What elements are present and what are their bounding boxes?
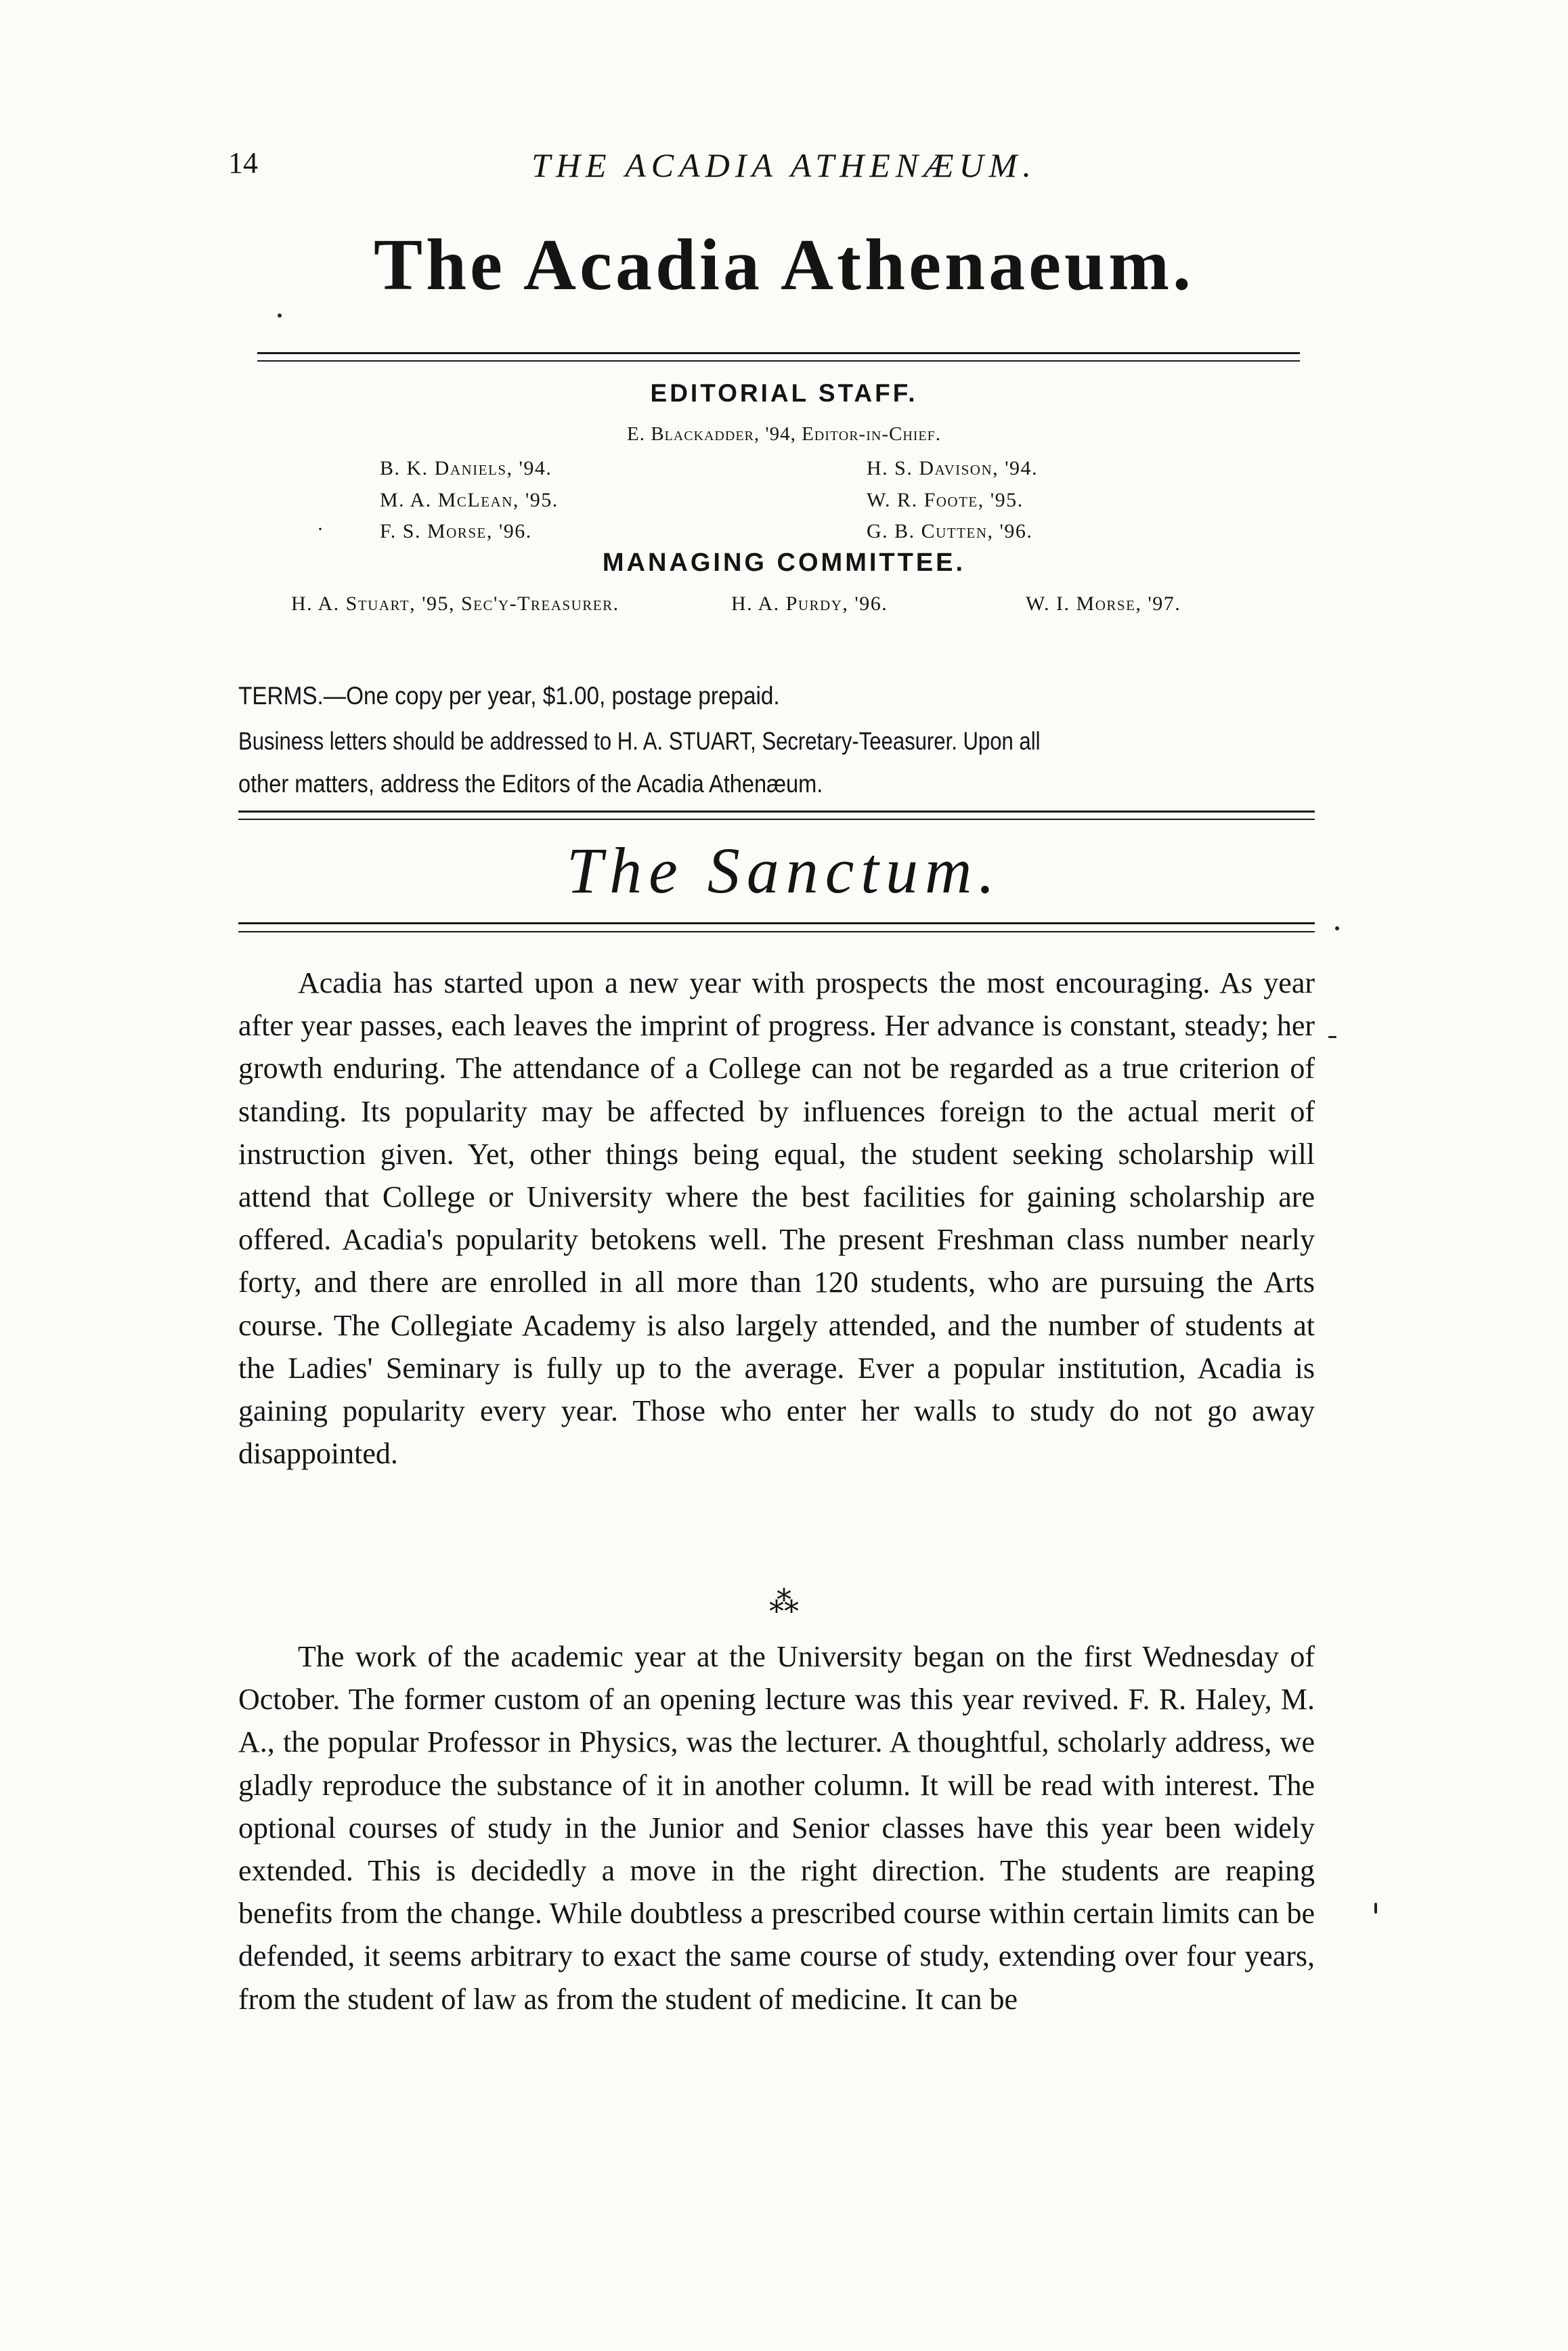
stray-mark [278,314,282,318]
committee-member-1: H. A. Stuart, '95, Sec'y-Treasurer. [291,592,619,615]
editorial-staff-heading: EDITORIAL STAFF. [650,379,918,407]
other-matters-line: other matters, address the Editors of the Acadia Athenæum. [238,770,823,798]
page-number: 14 [228,146,258,179]
editor-in-chief: E. Blackadder, '94, Editor-in-Chief. [626,423,942,445]
terms-rule-bottom [238,819,1315,820]
committee-member-2: H. A. Purdy, '96. [731,592,888,615]
sanctum-rule-top [238,922,1315,924]
staff-right-3: G. B. Cutten, '96. [867,520,1033,542]
staff-right-2: W. R. Foote, '95. [867,489,1024,511]
staff-left-2: M. A. McLean, '95. [380,489,559,511]
business-letters-line: Business letters should be addressed to H. A. STUART, Secretary-Teeasurer. Upon all [238,727,1041,755]
committee-member-3: W. I. Morse, '97. [1026,592,1181,615]
margin-mark: · [317,518,324,540]
sanctum-paragraph-1: Acadia has started upon a new year with prospects the most encouraging. As year after year passes, each leaves the imprint of progress. Her advance is constant, steady; her growth enduring. The attendance of a College can not be regarded as a true criterion of standing. Its popularity may be affected by influences foreign to the actual merit of instruction given. Yet, other things being equal, the student seeking scholarship will attend that College or University where the best facilities for gaining scholarship are offered. Acadia's popularity betokens well. The present Freshman class number nearly forty, and there are enrolled in all more than 120 students, who are pursuing the Arts course. The Collegiate Academy is also largely attended, and the number of students at the Ladies' Seminary is fully up to the average. Ever a popular institution, Acadia is gaining popularity every year. Those who enter her walls to study do not go away disappointed. [238,966,1315,1471]
staff-left-1: B. K. Daniels, '94. [380,457,552,479]
running-title: THE ACADIA ATHENÆUM. [531,146,1037,184]
managing-committee-heading: MANAGING COMMITTEE. [602,548,966,577]
terms-line: TERMS.—One copy per year, $1.00, postage prepaid. [238,682,780,710]
terms-rule-top [238,811,1315,813]
stray-mark [1374,1903,1377,1914]
masthead-title: The Acadia Athenaeum. [373,225,1195,305]
sanctum-paragraph-2: The work of the academic year at the University began on the first Wednesday of October. The former custom of an opening lecture was this year revived. F. R. Haley, M. A., the popular Professor in Physics, was the lecturer. A thoughtful, scholarly address, we gladly reproduce the substance of it in another column. It will be read with interest. The optional courses of study in the Junior and Senior classes have this year been widely extended. This is decidedly a move in the right direction. The students are reaping benefits from the change. While doubtless a prescribed course within certain limits can be defended, it seems arbitrary to exact the same course of study, extending over four years, from the student of law as from the student of medicine. It can be [238,1640,1315,2016]
stray-mark [1335,926,1339,930]
asterism-divider: ⁂ [769,1586,799,1619]
stray-mark [1328,1036,1336,1038]
sanctum-rule-bottom [238,931,1315,932]
sanctum-title: The Sanctum. [566,834,1002,907]
masthead-rule-bottom [257,360,1300,362]
masthead-rule-top [257,352,1300,354]
staff-left-3: F. S. Morse, '96. [380,520,532,542]
staff-right-1: H. S. Davison, '94. [867,457,1039,479]
